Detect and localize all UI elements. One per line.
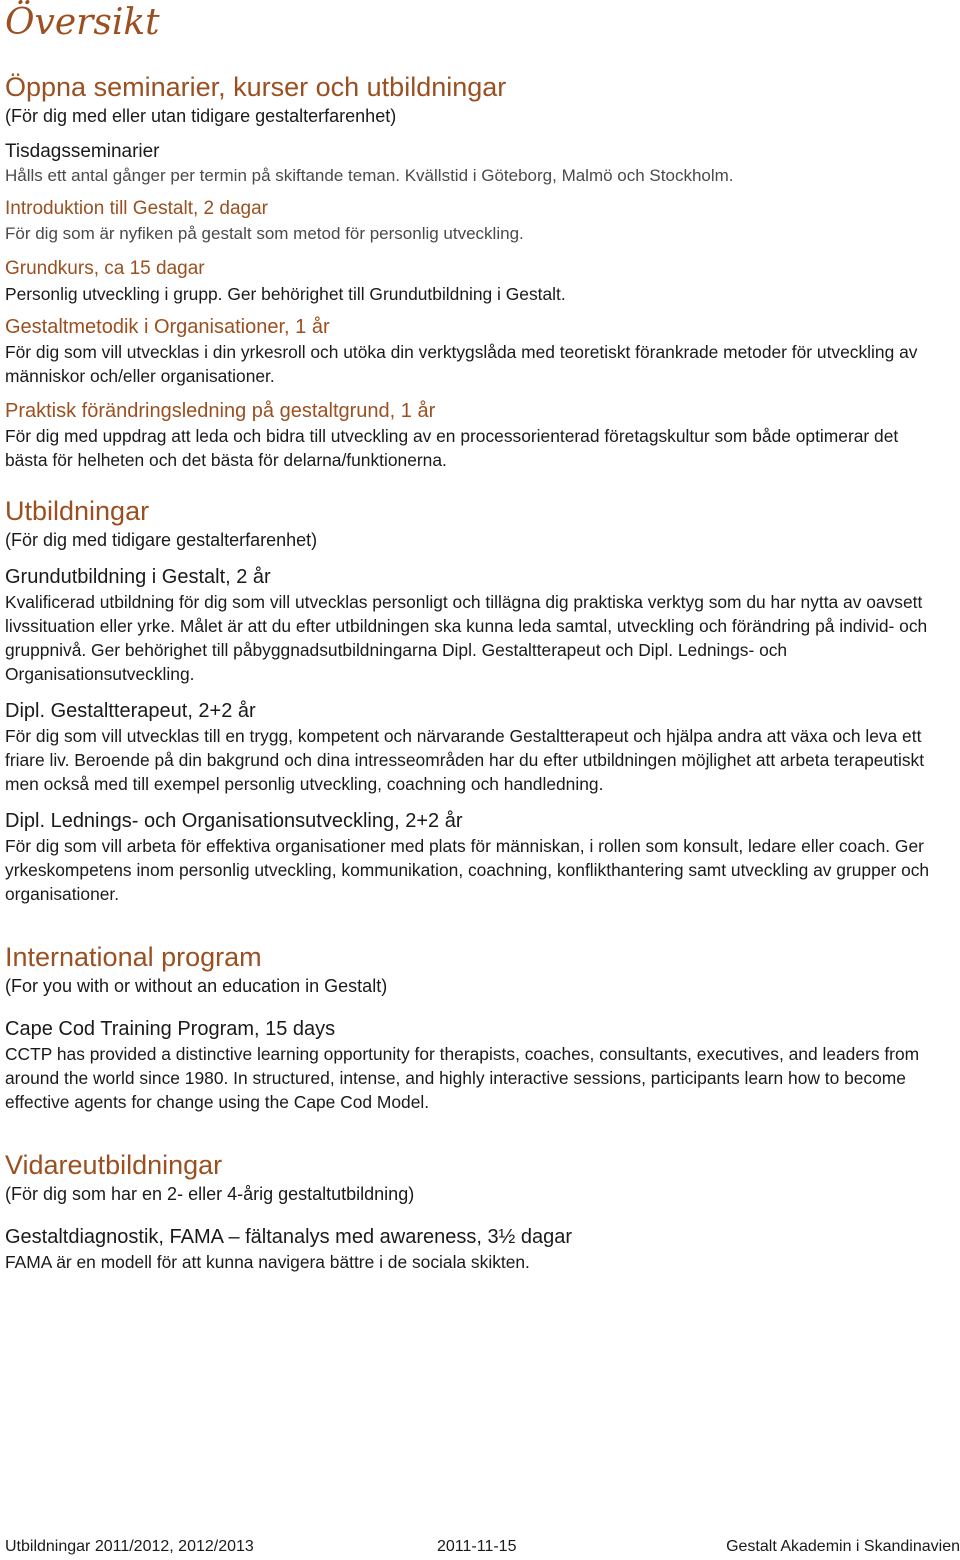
course-title: Introduktion till Gestalt, 2 dagar <box>5 198 268 219</box>
course-description: För dig som vill arbeta för effektiva organisationer med plats för människan, i rollen som konsult, ledare eller coach. Ger yrkeskompetens inom personlig utveckling, kommunikation, coachning, konflikthantering samt utveckling av grupper och organisationer. <box>5 836 930 904</box>
course-description: FAMA är en modell för att kunna navigera bättre i de sociala skikten. <box>5 1252 530 1272</box>
section-educations <box>5 494 942 906</box>
course-description: För dig som vill utvecklas i din yrkesroll och utöka din verktygslåda med teoretiskt förankrade metoder för utveckling av människor och/eller organisationer. <box>5 342 918 386</box>
section-heading-international: International program <box>5 942 262 972</box>
course-item-grundkurs <box>5 256 942 306</box>
section-open <box>5 70 942 472</box>
course-title: Cape Cod Training Program, 15 days <box>5 1018 336 1040</box>
course-title: Gestaltmetodik i Organisationer, 1 år <box>5 316 330 338</box>
footer-document-title: Utbildningar 2011/2012, 2012/2013 <box>5 1538 254 1555</box>
section-heading-further: Vidareutbildningar <box>5 1150 223 1180</box>
page-title: Översikt <box>5 2 160 43</box>
overview-content <box>5 70 942 1274</box>
footer-date: 2011-11-15 <box>437 1538 517 1555</box>
course-title: Grundutbildning i Gestalt, 2 år <box>5 566 271 588</box>
course-title: Gestaltdiagnostik, FAMA – fältanalys med awareness, 3½ dagar <box>5 1226 572 1248</box>
course-item-fama <box>5 1224 942 1274</box>
course-description: För dig som vill utvecklas till en trygg, kompetent och närvarande Gestaltterapeut och hjälpa andra att växa och leva ett friare liv. Beroende på din bakgrund och dina intresseområden har du efter utbildningen möjlighet att arbeta terapeutiskt men också med till exempel personlig utveckling, coachning och handledning. <box>5 726 925 794</box>
course-description: CCTP has provided a distinctive learning opportunity for therapists, coaches, consultants, executives, and leaders from around the world since 1980. In structured, intense, and highly interactive sessions, participants learn how to become effective agents for change using the Cape Cod Model. <box>5 1044 920 1112</box>
section-subheading-further: (För dig som har en 2- eller 4-årig gestaltutbildning) <box>5 1184 415 1204</box>
course-item-lednings <box>5 808 942 906</box>
section-subheading-open: (För dig med eller utan tidigare gestalterfarenhet) <box>5 106 397 126</box>
section-further <box>5 1148 942 1274</box>
course-item-grundutbildning <box>5 564 942 686</box>
section-international <box>5 940 942 1114</box>
course-title: Tisdagsseminarier <box>5 141 160 162</box>
course-description: Hålls ett antal gånger per termin på skiftande teman. Kvällstid i Göteborg, Malmö och Stockholm. <box>5 166 734 185</box>
page-footer <box>5 1536 960 1558</box>
course-title: Dipl. Lednings- och Organisationsutveckling, 2+2 år <box>5 810 463 832</box>
section-subheading-educations: (För dig med tidigare gestalterfarenhet) <box>5 530 318 550</box>
course-item-gestaltmetodik <box>5 314 942 388</box>
course-item-tisdagsseminarier <box>5 140 942 188</box>
course-description: Personlig utveckling i grupp. Ger behörighet till Grundutbildning i Gestalt. <box>5 284 566 304</box>
course-description: För dig som är nyfiken på gestalt som metod för personlig utveckling. <box>5 224 524 243</box>
section-subheading-international: (For you with or without an education in Gestalt) <box>5 976 388 996</box>
section-heading-open: Öppna seminarier, kurser och utbildningar <box>5 72 507 102</box>
course-description: Kvalificerad utbildning för dig som vill utvecklas personligt och tillägna dig praktiska verktyg som du har nytta av oavsett livssituation eller yrke. Målet är att du efter utbildningen ska kunna leda samtal, utveckling och förändring på individ- och gruppnivå. Ger behörighet till påbyggnadsutbildningarna Dipl. Gestaltterapeut och Dipl. Lednings- och Organisationsutveckling. <box>5 592 928 684</box>
course-title: Dipl. Gestaltterapeut, 2+2 år <box>5 700 256 722</box>
course-item-gestaltterapeut <box>5 698 942 796</box>
footer-organization: Gestalt Akademin i Skandinavien <box>726 1538 960 1555</box>
section-heading-educations: Utbildningar <box>5 496 150 526</box>
course-item-cape-cod <box>5 1016 942 1114</box>
course-item-praktisk <box>5 398 942 472</box>
course-item-introduktion <box>5 196 942 246</box>
course-title: Grundkurs, ca 15 dagar <box>5 258 205 279</box>
course-title: Praktisk förändringsledning på gestaltgrund, 1 år <box>5 400 436 422</box>
course-description: För dig med uppdrag att leda och bidra till utveckling av en processorienterad företagskultur som både optimerar det bästa för helheten och det bästa för delarna/funktionerna. <box>5 426 899 470</box>
